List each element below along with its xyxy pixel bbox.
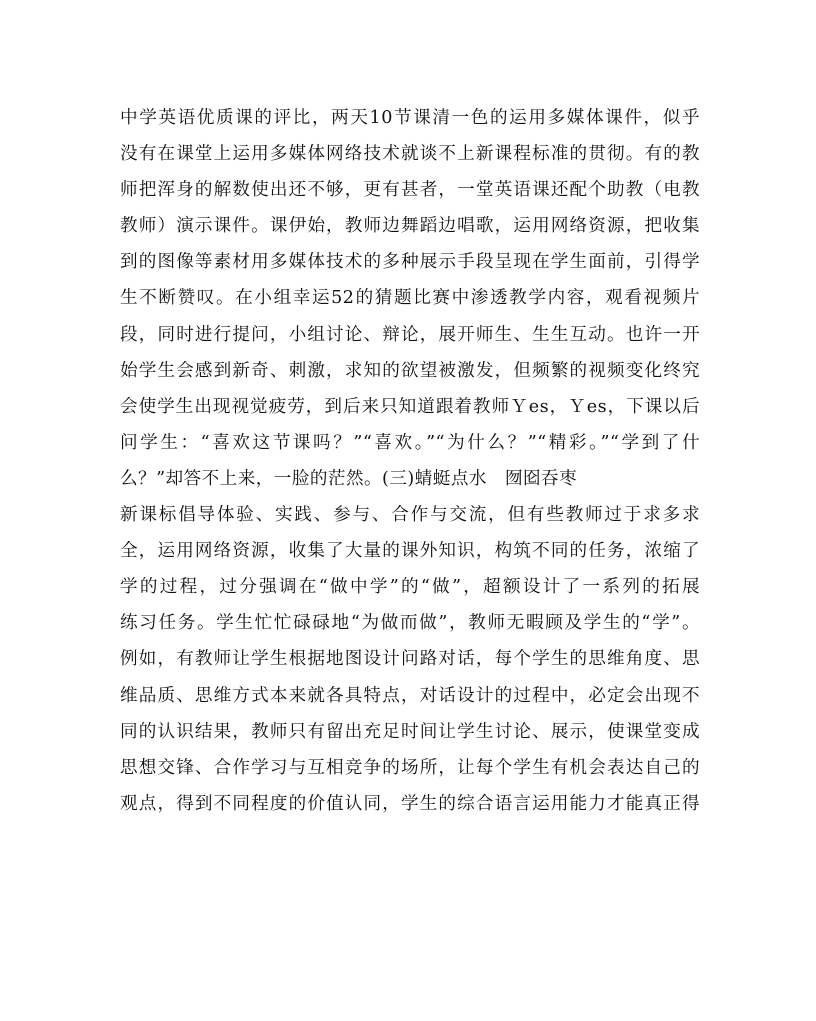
body-text bbox=[120, 100, 700, 822]
text-line: 到的图像等素材用多媒体技术的多种展示手段呈现在学生面前，引得学 bbox=[120, 252, 700, 273]
text-line: 练习任务。学生忙忙碌碌地“为做而做”，教师无暇顾及学生的“学”。 bbox=[120, 613, 700, 634]
text-line: 么？”却答不上来，一脸的茫然。(三)蜻蜓点水 囫囵吞枣 bbox=[120, 468, 578, 489]
text-line: 思想交锋、合作学习与互相竞争的场所，让每个学生有机会表达自己的 bbox=[120, 757, 700, 778]
text-line: 中学英语优质课的评比，两天10节课清一色的运用多媒体课件，似乎 bbox=[120, 108, 700, 128]
text-line: 观点，得到不同程度的价值认同，学生的综合语言运用能力才能真正得 bbox=[120, 793, 700, 814]
text-line: 始学生会感到新奇、刺激，求知的欲望被激发，但频繁的视频变化终究 bbox=[120, 360, 700, 381]
text-line: 师把浑身的解数使出还不够，更有甚者，一堂英语课还配个助教（电教 bbox=[120, 180, 700, 201]
text-line: 问学生：“喜欢这节课吗？”“喜欢。”“为什么？”“精彩。”“学到了什 bbox=[120, 432, 700, 453]
text-line: 新课标倡导体验、实践、参与、合作与交流，但有些教师过于求多求 bbox=[120, 505, 700, 526]
text-line: 例如，有教师让学生根据地图设计问路对话，每个学生的思维角度、思 bbox=[120, 649, 700, 670]
text-line: 全，运用网络资源，收集了大量的课外知识，构筑不同的任务，浓缩了 bbox=[120, 541, 700, 562]
text-line: 同的认识结果，教师只有留出充足时间让学生讨论、展示，使课堂变成 bbox=[120, 721, 700, 742]
text-line: 维品质、思维方式本来就各具特点，对话设计的过程中，必定会出现不 bbox=[120, 685, 700, 706]
text-line: 教师）演示课件。课伊始，教师边舞蹈边唱歌，运用网络资源，把收集 bbox=[120, 216, 700, 237]
text-line: 生不断赞叹。在小组幸运52的猜题比赛中渗透教学内容，观看视频片 bbox=[120, 288, 700, 309]
text-line: 学的过程，过分强调在“做中学”的“做”，超额设计了一系列的拓展 bbox=[120, 577, 700, 598]
text-line: 没有在课堂上运用多媒体网络技术就谈不上新课程标准的贯彻。有的教 bbox=[120, 144, 700, 165]
text-line: 会使学生出现视觉疲劳，到后来只知道跟着教师Ｙes，Ｙes，下课以后 bbox=[120, 396, 700, 417]
text-line: 段，同时进行提问，小组讨论、辩论，展开师生、生生互动。也许一开 bbox=[120, 324, 700, 345]
